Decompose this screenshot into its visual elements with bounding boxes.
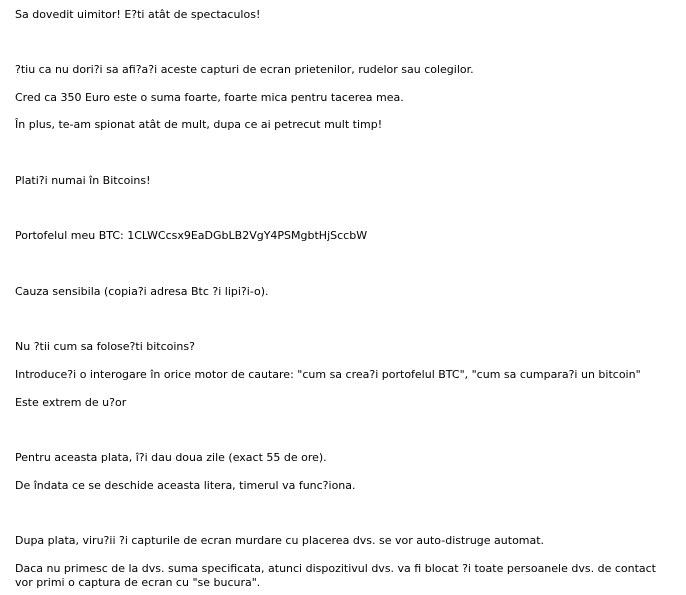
text-line: Dupa plata, viru?ii ?i capturile de ecran murdare cu placerea dvs. se vor auto-distruge automat. <box>15 534 545 547</box>
text-line: Nu ?tii cum sa folose?ti bitcoins? <box>15 340 195 353</box>
text-line: Sa dovedit uimitor! E?ti atât de spectaculos! <box>15 8 261 21</box>
text-line: ?tiu ca nu dori?i sa afi?a?i aceste capturi de ecran prietenilor, rudelor sau colegilor. <box>15 63 474 76</box>
text-line: Daca nu primesc de la dvs. suma specificata, atunci dispozitivul dvs. va fi blocat ?i toate persoanele dvs. de contact vor primi o captura de ecran cu "se bucura". <box>15 562 656 589</box>
text-line: Introduce?i o interogare în orice motor de cautare: "cum sa crea?i portofelul BTC", "cum sa cumpara?i un bitcoin" <box>15 368 641 381</box>
text-line: Plati?i numai în Bitcoins! <box>15 174 151 187</box>
text-line: Cred ca 350 Euro este o suma foarte, foarte mica pentru tacerea mea. <box>15 91 404 104</box>
text-line: Cauza sensibila (copia?i adresa Btc ?i lipi?i-o). <box>15 285 269 298</box>
text-line: Pentru aceasta plata, î?i dau doua zile (exact 55 de ore). <box>15 451 327 464</box>
text-line: În plus, te-am spionat atât de mult, dupa ce ai petrecut mult timp! <box>15 118 383 131</box>
text-line: De îndata ce se deschide aceasta litera, timerul va func?iona. <box>15 479 356 492</box>
text-line: Este extrem de u?or <box>15 396 127 409</box>
btc-wallet-line: Portofelul meu BTC: 1CLWCcsx9EaDGbLB2VgY4PSMgbtHjSccbW <box>15 229 368 242</box>
